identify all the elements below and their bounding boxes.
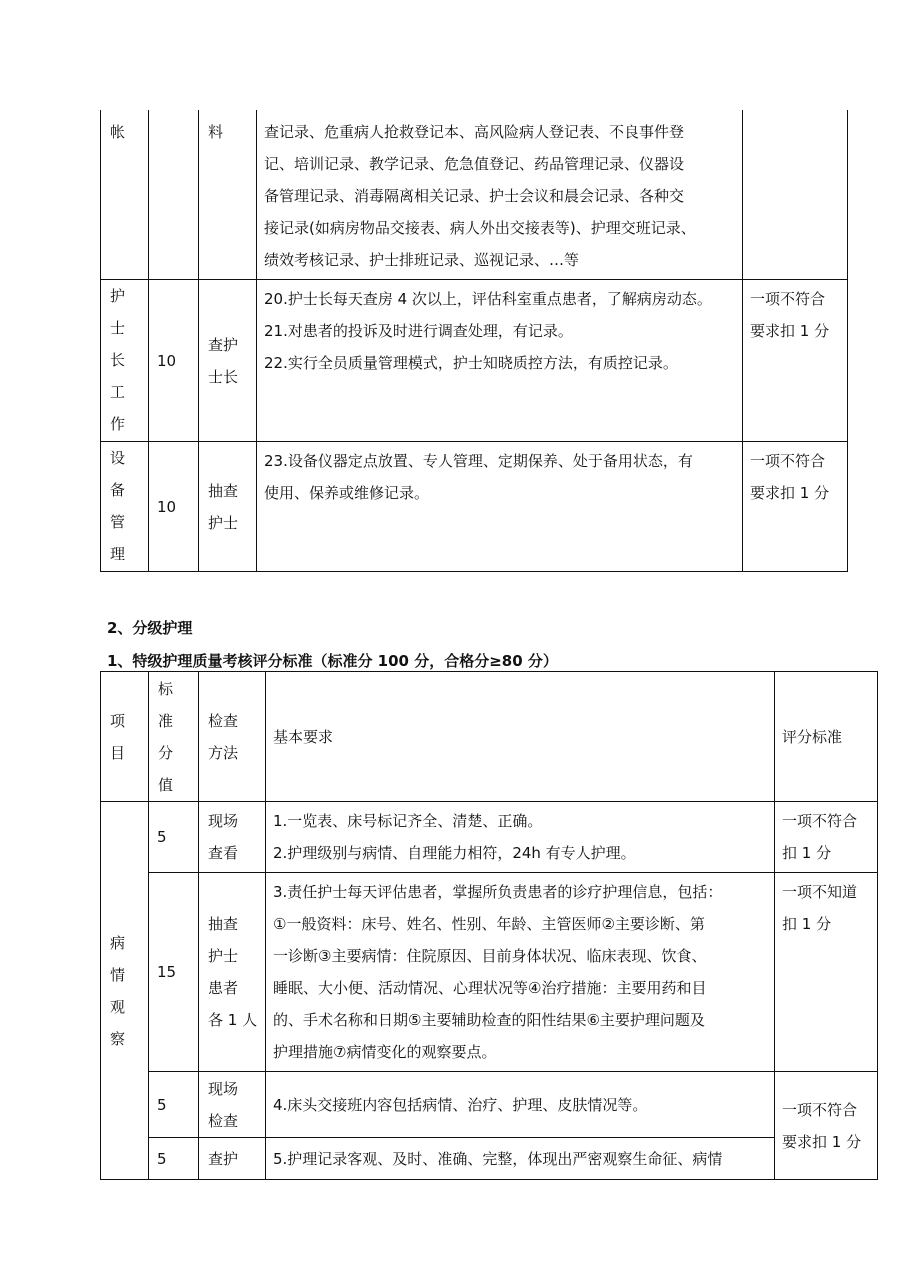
header-score: 标 准 分 值: [149, 672, 199, 802]
grading-table: [100, 671, 878, 1180]
method-cell: 现场 查看: [199, 802, 266, 873]
score-cell: 5: [149, 1072, 199, 1138]
criteria-cell: 一项不知道 扣 1 分: [775, 873, 878, 1072]
score-cell: [149, 110, 199, 280]
requirement-cell: 20.护士长每天查房 4 次以上，评估科室重点患者，了解病房动态。 21.对患者的投诉及时进行调查处理，有记录。 22.实行全员质量管理模式，护士知晓质控方法，有质控记录。: [257, 280, 743, 442]
method-cell: 查护: [199, 1138, 266, 1180]
method-cell: 抽查 护士: [199, 442, 257, 572]
method-cell: 现场 检查: [199, 1072, 266, 1138]
header-criteria: 评分标准: [775, 672, 878, 802]
table-row: [101, 110, 848, 280]
header-item: 项 目: [101, 672, 149, 802]
criteria-cell: [743, 110, 848, 280]
requirement-cell: 查记录、危重病人抢救登记本、高风险病人登记表、不良事件登 记、培训记录、教学记录、危急值登记、药品管理记录、仪器设 备管理记录、消毒隔离相关记录、护士会议和晨会记录、各种交 接记录(如病房物品交接表、病人外出交接表等)、护理交班记录、 绩效考核记录、护士排班记录、巡视记录、…等: [257, 110, 743, 280]
requirement-cell: 3.责任护士每天评估患者，掌握所负责患者的诊疗护理信息，包括： ①一般资料：床号、姓名、性别、年龄、主管医师②主要诊断、第 一诊断③主要病情：住院原因、目前身体状况、临床表现、饮食、 睡眠、大小便、活动情况、心理状况等④治疗措施：主要用药和目 的、手术名称和日期⑤主要辅助检查的阳性结果⑥主要护理问题及 护理措施⑦病情变化的观察要点。: [266, 873, 775, 1072]
header-requirement: 基本要求: [266, 672, 775, 802]
item-cell: 护 士 长 工 作: [101, 280, 149, 442]
item-cell: 帐: [101, 110, 149, 280]
table-header-row: [101, 672, 878, 802]
table-row: [101, 280, 848, 442]
score-cell: 15: [149, 873, 199, 1072]
table-row: [101, 1138, 878, 1180]
requirement-cell: 5.护理记录客观、及时、准确、完整，体现出严密观察生命征、病情: [266, 1138, 775, 1180]
table-row: [101, 873, 878, 1072]
score-cell: 10: [149, 280, 199, 442]
score-cell: 5: [149, 802, 199, 873]
requirement-cell: 1.一览表、床号标记齐全、清楚、正确。 2.护理级别与病情、自理能力相符，24h 有专人护理。: [266, 802, 775, 873]
table-row: [101, 442, 848, 572]
score-cell: 5: [149, 1138, 199, 1180]
group-label-cell: 病 情 观 察: [101, 802, 149, 1180]
item-cell: 设 备 管 理: [101, 442, 149, 572]
criteria-cell: 一项不符合 扣 1 分: [775, 802, 878, 873]
method-cell: 查护 士长: [199, 280, 257, 442]
table-row: [101, 802, 878, 873]
table-row: [101, 1072, 878, 1138]
requirement-cell: 23.设备仪器定点放置、专人管理、定期保养、处于备用状态，有 使用、保养或维修记录。: [257, 442, 743, 572]
table-title: 1、特级护理质量考核评分标准（标准分 100 分，合格分≥80 分）: [107, 652, 558, 670]
method-cell: 抽查 护士 患者 各 1 人: [199, 873, 266, 1072]
header-method: 检查 方法: [199, 672, 266, 802]
criteria-cell: 一项不符合 要求扣 1 分: [743, 280, 848, 442]
table-continued: [100, 110, 848, 572]
requirement-cell: 4.床头交接班内容包括病情、治疗、护理、皮肤情况等。: [266, 1072, 775, 1138]
criteria-cell: 一项不符合 要求扣 1 分: [743, 442, 848, 572]
score-cell: 10: [149, 442, 199, 572]
section-heading: 2、分级护理: [107, 619, 193, 637]
shared-criteria-cell: 一项不符合 要求扣 1 分: [775, 1072, 878, 1180]
method-cell: 料: [199, 110, 257, 280]
